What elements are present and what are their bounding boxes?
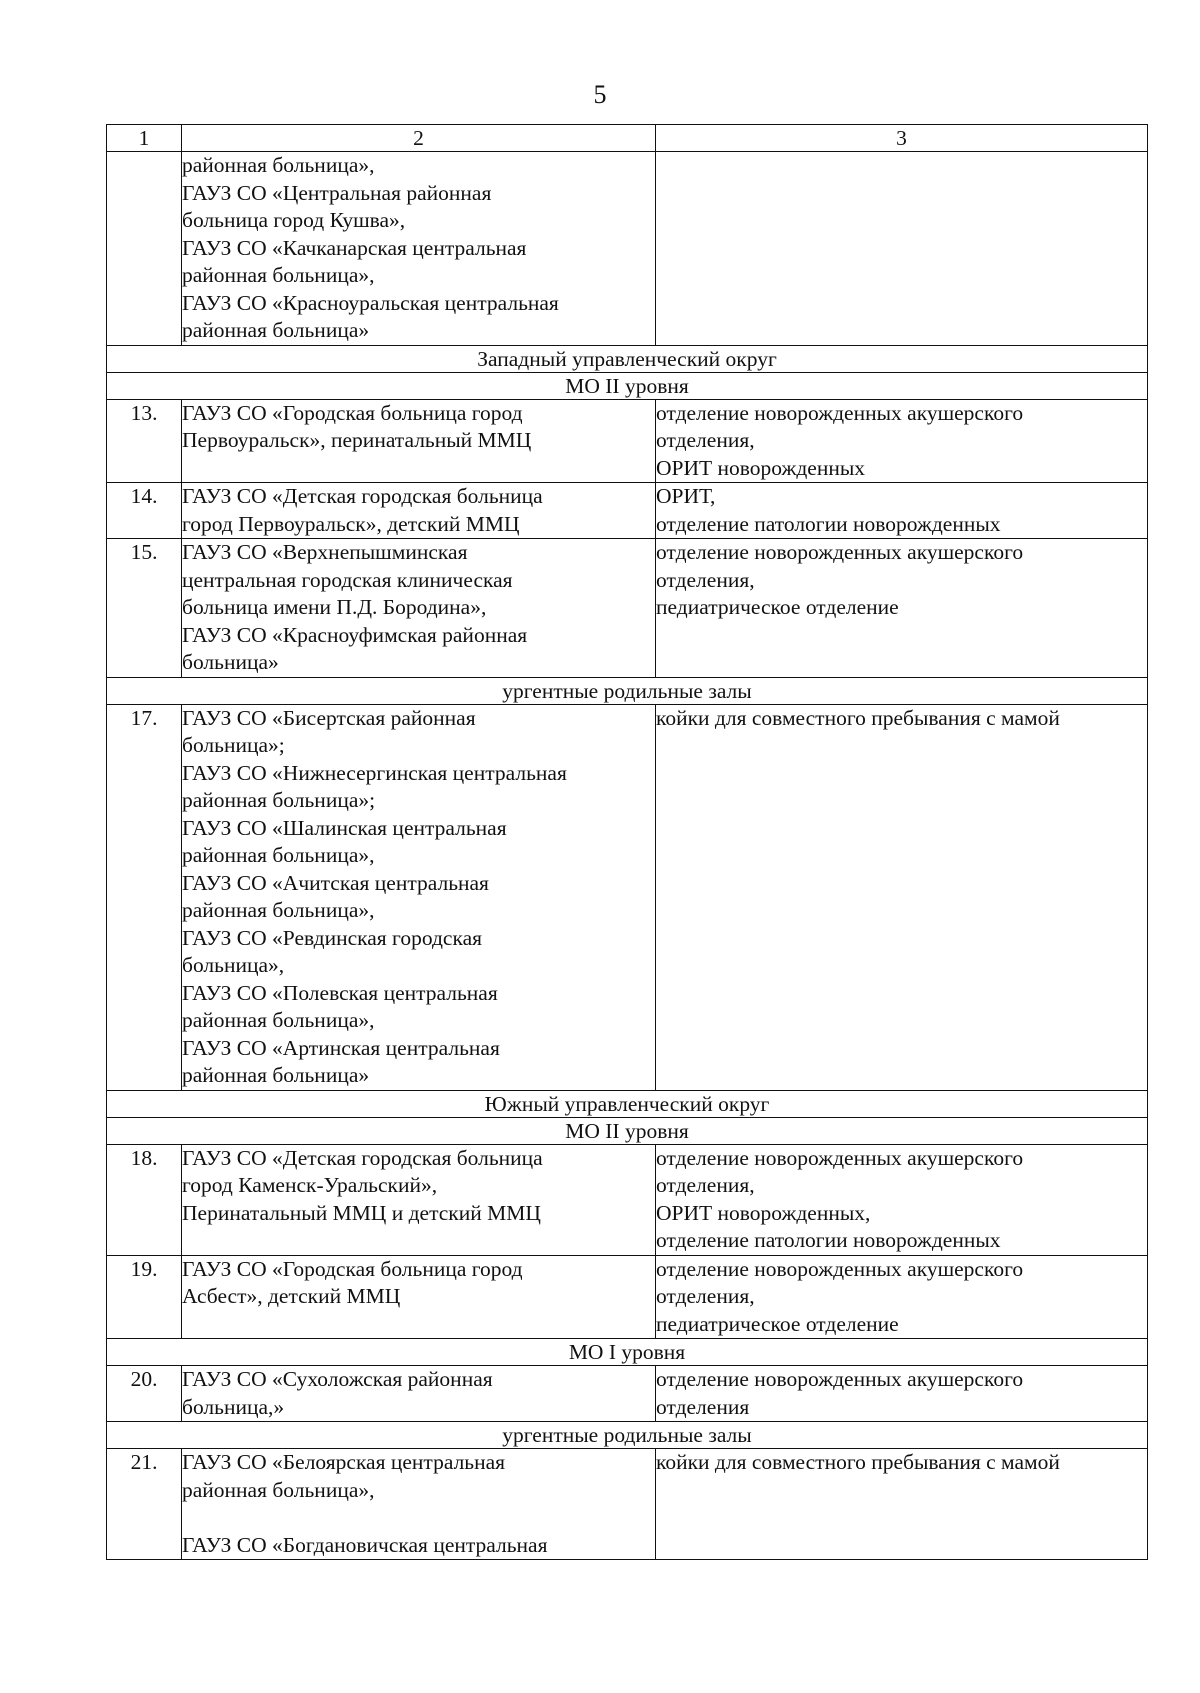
cell-line: ОРИТ новорожденных, xyxy=(656,1200,871,1225)
department-cell xyxy=(656,1255,1148,1339)
cell-line: районная больница», xyxy=(182,1477,375,1502)
cell-line: районная больница» xyxy=(182,1063,370,1087)
table-row xyxy=(107,539,1148,678)
facility-cell xyxy=(182,152,656,346)
header-col-1: 1 xyxy=(107,125,182,152)
cell-line: ГАУЗ СО «Ачитская центральная xyxy=(182,870,489,895)
cell-line: отделение новорожденных акушерского xyxy=(656,1367,1024,1391)
facility-cell xyxy=(182,704,656,1090)
cell-line: больница,» xyxy=(182,1394,285,1419)
cell-line: районная больница», xyxy=(182,898,375,922)
section-title: МО II уровня xyxy=(107,372,1148,399)
cell-line: больница»; xyxy=(182,733,285,757)
cell-line: город Первоуральск», детский ММЦ xyxy=(182,511,520,536)
cell-line: койки для совместного пребывания с мамой xyxy=(656,1450,1060,1474)
row-number: 19. xyxy=(107,1255,182,1339)
facility-cell xyxy=(182,1449,656,1560)
section-title: Южный управленческий округ xyxy=(107,1090,1148,1117)
cell-line: койки для совместного пребывания с мамой xyxy=(656,705,1060,730)
cell-line: районная больница», xyxy=(182,1008,375,1032)
table-row xyxy=(107,483,1148,539)
cell-line: центральная городская клиническая xyxy=(182,567,513,592)
cell-line xyxy=(182,1504,655,1532)
cell-line: отделения xyxy=(656,1394,750,1419)
department-cell xyxy=(656,1366,1148,1422)
cell-line: ГАУЗ СО «Красноуральская центральная xyxy=(182,290,559,315)
table-row xyxy=(107,152,1148,346)
cell-line: ГАУЗ СО «Детская городская больница xyxy=(182,1145,543,1170)
department-cell xyxy=(656,399,1148,483)
cell-line: больница» xyxy=(182,650,279,674)
cell-line: Асбест», детский ММЦ xyxy=(182,1284,401,1308)
section-title: ургентные родильные залы xyxy=(107,1422,1148,1449)
header-col-2: 2 xyxy=(182,125,656,152)
cell-line: районная больница», xyxy=(182,843,375,867)
section-row xyxy=(107,1422,1148,1449)
cell-line: больница», xyxy=(182,953,285,977)
cell-line: ГАУЗ СО «Городская больница город xyxy=(182,1256,523,1281)
cell-line: ГАУЗ СО «Полевская центральная xyxy=(182,980,498,1005)
section-row xyxy=(107,1339,1148,1366)
row-number: 20. xyxy=(107,1366,182,1422)
department-cell xyxy=(656,1449,1148,1560)
department-cell xyxy=(656,483,1148,539)
cell-line: отделения, xyxy=(656,1284,755,1308)
cell-line: ГАУЗ СО «Ревдинская городская xyxy=(182,925,483,950)
cell-line: город Каменск-Уральский», xyxy=(182,1173,438,1197)
cell-line: отделение новорожденных акушерского xyxy=(656,540,1024,564)
table-header-row xyxy=(107,125,1148,152)
cell-line: отделения, xyxy=(656,428,755,452)
table-row xyxy=(107,1449,1148,1560)
section-title: МО I уровня xyxy=(107,1339,1148,1366)
cell-line: районная больница», xyxy=(182,263,375,287)
row-number: 21. xyxy=(107,1449,182,1560)
cell-line: Первоуральск», перинатальный ММЦ xyxy=(182,428,532,452)
department-cell xyxy=(656,152,1148,346)
cell-line: ГАУЗ СО «Нижнесергинская центральная xyxy=(182,760,567,785)
cell-line: ГАУЗ СО «Бисертская районная xyxy=(182,705,476,730)
cell-line: отделение новорожденных акушерского xyxy=(656,1145,1024,1170)
table-row xyxy=(107,399,1148,483)
facility-cell xyxy=(182,539,656,678)
cell-line: ГАУЗ СО «Качканарская центральная xyxy=(182,235,527,260)
row-number xyxy=(107,152,182,346)
row-number: 14. xyxy=(107,483,182,539)
section-title: МО II уровня xyxy=(107,1117,1148,1144)
cell-line: отделение новорожденных акушерского xyxy=(656,400,1024,425)
cell-line: больница имени П.Д. Бородина», xyxy=(182,595,487,619)
table-body xyxy=(107,125,1148,1560)
cell-line: ГАУЗ СО «Богдановичская центральная xyxy=(182,1532,548,1557)
cell-line: отделения, xyxy=(656,567,755,592)
cell-line: районная больница» xyxy=(182,318,370,342)
section-title: ургентные родильные залы xyxy=(107,677,1148,704)
cell-line: отделения, xyxy=(656,1173,755,1197)
section-row xyxy=(107,677,1148,704)
cell-line: отделение патологии новорожденных xyxy=(656,511,1001,536)
section-row xyxy=(107,345,1148,372)
cell-line: ГАУЗ СО «Красноуфимская районная xyxy=(182,622,528,647)
page-number: 5 xyxy=(593,80,607,109)
table-row xyxy=(107,704,1148,1090)
section-row xyxy=(107,372,1148,399)
facility-cell xyxy=(182,483,656,539)
cell-line: педиатрическое отделение xyxy=(656,595,899,619)
table-row xyxy=(107,1144,1148,1255)
facility-cell xyxy=(182,399,656,483)
cell-line: ГАУЗ СО «Сухоложская районная xyxy=(182,1367,493,1391)
facility-cell xyxy=(182,1255,656,1339)
cell-line: ГАУЗ СО «Верхнепышминская xyxy=(182,540,468,564)
department-cell xyxy=(656,704,1148,1090)
cell-line: Перинатальный ММЦ и детский ММЦ xyxy=(182,1200,541,1225)
cell-line: ГАУЗ СО «Белоярская центральная xyxy=(182,1450,506,1474)
facility-cell xyxy=(182,1144,656,1255)
facilities-table xyxy=(106,124,1148,1560)
cell-line: педиатрическое отделение xyxy=(656,1311,899,1336)
facility-cell xyxy=(182,1366,656,1422)
department-cell xyxy=(656,539,1148,678)
section-row xyxy=(107,1117,1148,1144)
cell-line: районная больница», xyxy=(182,153,375,177)
cell-line: больница город Кушва», xyxy=(182,208,406,232)
row-number: 18. xyxy=(107,1144,182,1255)
cell-line: районная больница»; xyxy=(182,788,376,812)
section-row xyxy=(107,1090,1148,1117)
table-row xyxy=(107,1255,1148,1339)
department-cell xyxy=(656,1144,1148,1255)
cell-line: ГАУЗ СО «Артинская центральная xyxy=(182,1035,500,1060)
cell-line: отделение патологии новорожденных xyxy=(656,1228,1001,1252)
cell-line: ГАУЗ СО «Шалинская центральная xyxy=(182,815,507,840)
row-number: 13. xyxy=(107,399,182,483)
cell-line: ГАУЗ СО «Центральная районная xyxy=(182,180,492,205)
cell-line: ГАУЗ СО «Городская больница город xyxy=(182,400,523,425)
cell-line: отделение новорожденных акушерского xyxy=(656,1256,1024,1281)
cell-line: ОРИТ новорожденных xyxy=(656,455,866,480)
cell-line: ОРИТ, xyxy=(656,484,716,508)
section-title: Западный управленческий округ xyxy=(107,345,1148,372)
row-number: 15. xyxy=(107,539,182,678)
table-row xyxy=(107,1366,1148,1422)
row-number: 17. xyxy=(107,704,182,1090)
header-col-3: 3 xyxy=(656,125,1148,152)
cell-line: ГАУЗ СО «Детская городская больница xyxy=(182,484,543,508)
